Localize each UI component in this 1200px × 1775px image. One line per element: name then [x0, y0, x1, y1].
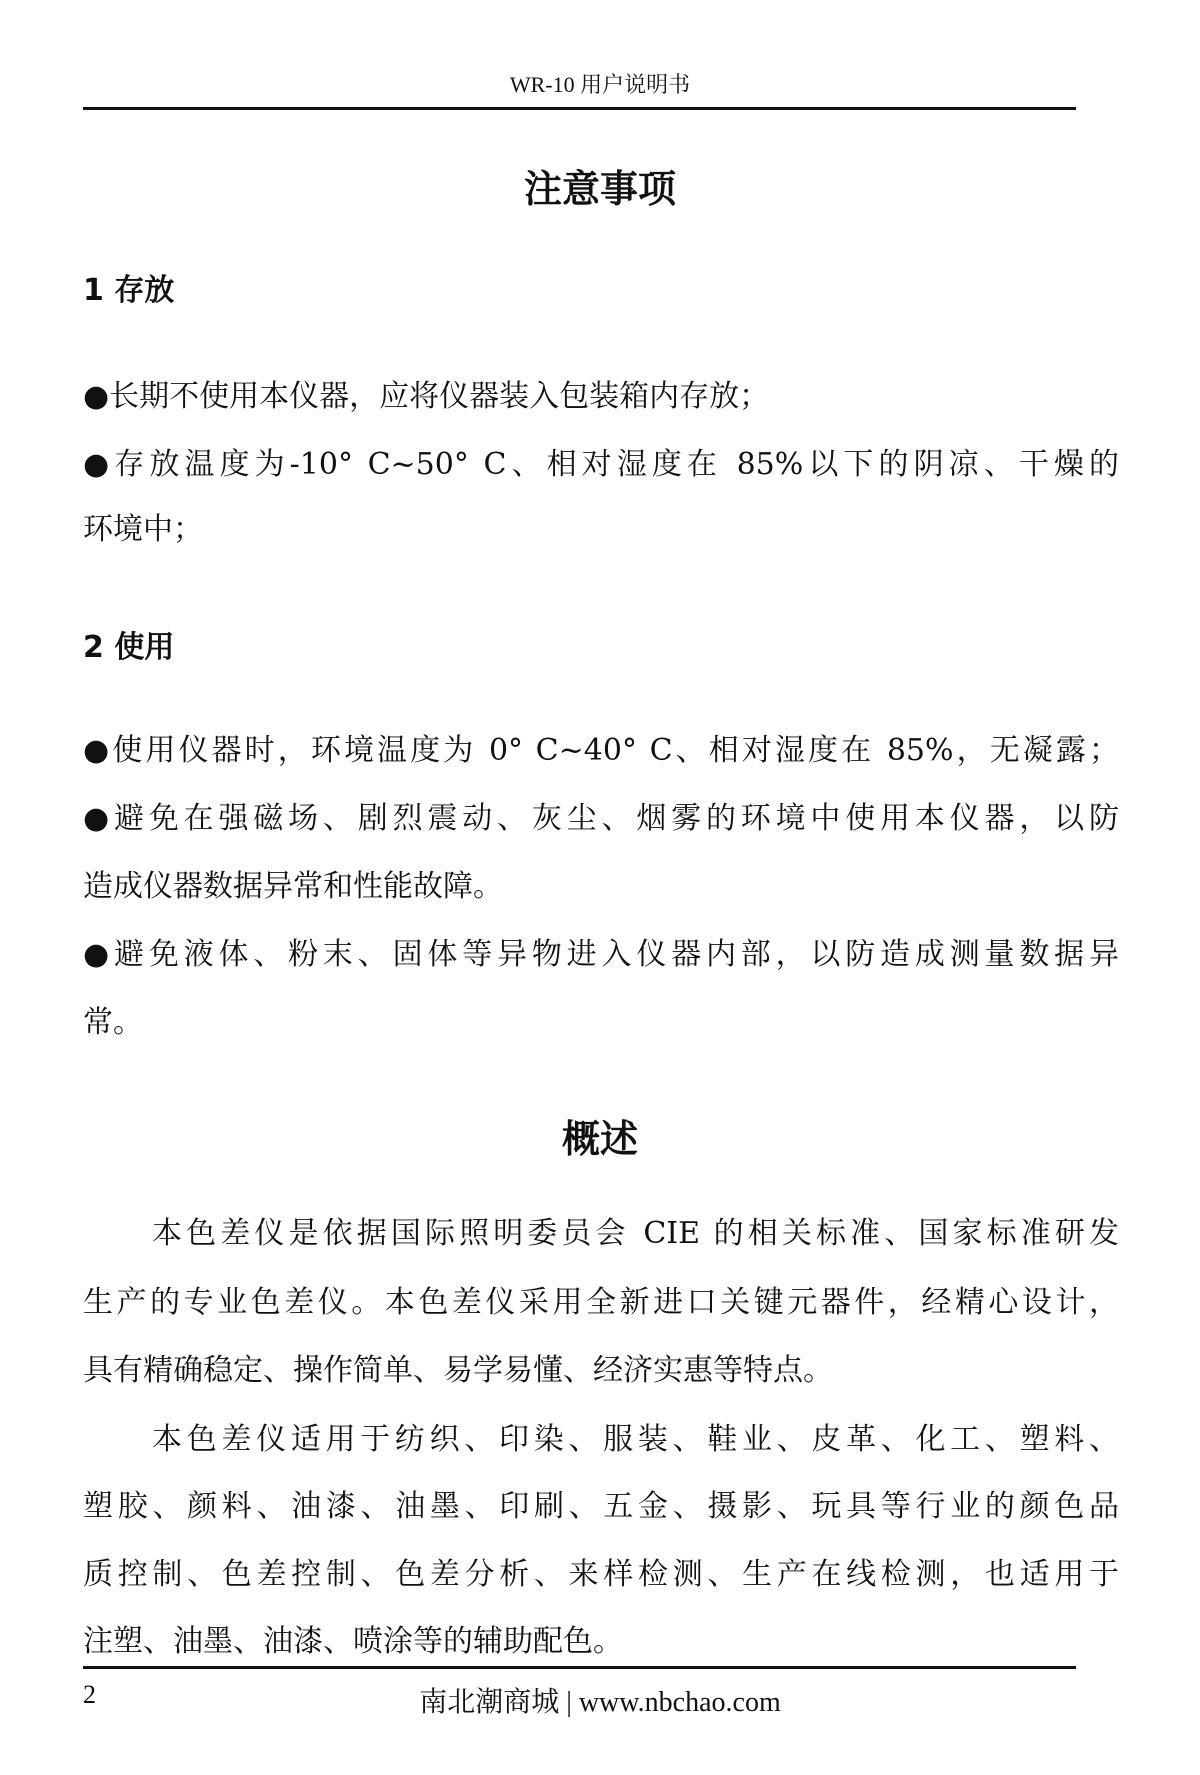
footer-text: 南北潮商城 | www.nbchao.com — [419, 1687, 781, 1718]
page-number: 2 — [83, 1680, 96, 1709]
section-title-precautions: 注意事项 — [523, 167, 676, 211]
header-rule — [83, 107, 1076, 110]
section-title-overview: 概述 — [561, 1117, 638, 1161]
overview-line: 具有精确稳定、操作简单、易学易懂、经济实惠等特点。 — [83, 1353, 833, 1388]
overview-line: 塑胶、颜料、油漆、油墨、印刷、五金、摄影、玩具等行业的颜色品 — [83, 1489, 1119, 1524]
heading-storage: 1 存放 — [83, 273, 175, 308]
storage-line: 环境中； — [83, 512, 203, 547]
usage-line: ●使用仪器时，环境温度为 0° C~40° C、相对湿度在 85%，无凝露； — [83, 733, 1119, 768]
heading-usage: 2 使用 — [83, 630, 175, 665]
usage-line: ●避免在强磁场、剧烈震动、灰尘、烟雾的环境中使用本仪器，以防 — [83, 801, 1119, 836]
overview-line: 质控制、色差控制、色差分析、来样检测、生产在线检测，也适用于 — [83, 1557, 1119, 1592]
usage-line: 常。 — [83, 1005, 143, 1040]
storage-line: ●长期不使用本仪器，应将仪器装入包装箱内存放； — [83, 379, 770, 414]
usage-line: 造成仪器数据异常和性能故障。 — [83, 869, 503, 904]
storage-line: ●存放温度为-10° C~50° C、相对湿度在 85%以下的阴凉、干燥的 — [83, 447, 1119, 482]
running-header: WR-10 用户说明书 — [509, 72, 691, 97]
overview-line: 本色差仪是依据国际照明委员会 CIE 的相关标准、国家标准研发 — [152, 1216, 1119, 1251]
overview-line: 注塑、油墨、油漆、喷涂等的辅助配色。 — [83, 1624, 623, 1659]
overview-line: 生产的专业色差仪。本色差仪采用全新进口关键元器件，经精心设计， — [83, 1285, 1119, 1320]
overview-line: 本色差仪适用于纺织、印染、服装、鞋业、皮革、化工、塑料、 — [152, 1422, 1119, 1457]
usage-line: ●避免液体、粉末、固体等异物进入仪器内部，以防造成测量数据异 — [83, 937, 1119, 972]
footer-rule — [83, 1666, 1076, 1669]
